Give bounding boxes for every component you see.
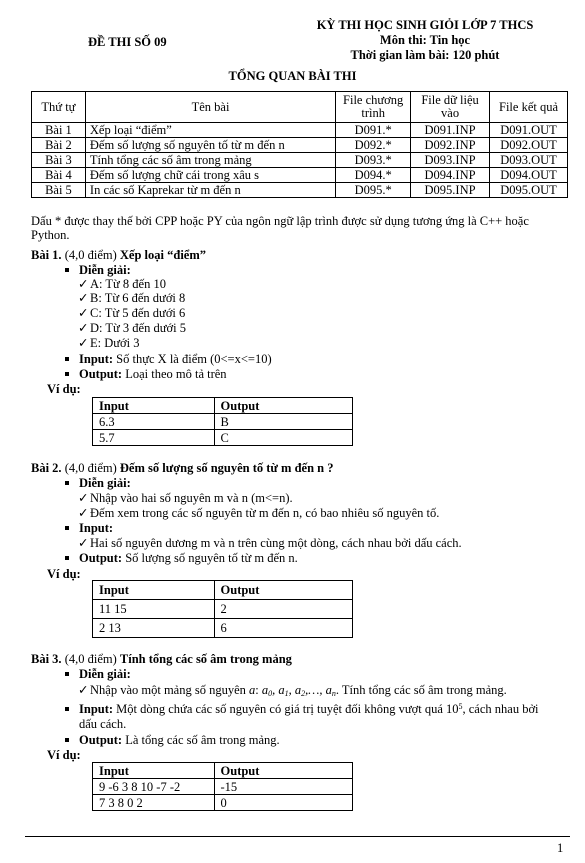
bullet-icon: [65, 707, 69, 711]
table-row: 7 3 8 0 2 0: [93, 795, 353, 811]
subject: Môn thi: Tin học: [379, 33, 471, 47]
check-icon: ✓: [78, 291, 89, 305]
problem-3-title: Tính tổng các số âm trong mảng: [119, 652, 292, 666]
list-item: ✓ B: Từ 6 đến dưới 8: [78, 291, 186, 305]
check-icon: ✓: [78, 306, 89, 320]
list-item: ✓ A: Từ 8 đến 10: [78, 277, 166, 291]
table-row: 5.7 C: [93, 430, 353, 446]
table-row: 6.3 B: [93, 414, 353, 430]
note-line-1: Dấu * được thay thế bởi CPP hoặc PY của ngôn ngữ lập trình được sử dụng tương ứng là C++ hoặc: [31, 214, 529, 228]
bullet-icon: [65, 738, 69, 742]
overview-title: TỔNG QUAN BÀI THI: [228, 69, 357, 83]
example-table-3: Input Output 9 -6 3 8 10 -7 -2 -15 7 3 8 0 2 0: [92, 762, 353, 811]
bullet-icon: [65, 357, 69, 361]
col-input-file: File dữ liệu vào: [411, 92, 490, 123]
bullet-icon: [65, 526, 69, 530]
check-icon: ✓: [78, 277, 89, 291]
list-item: ✓ E: Dưới 3: [78, 336, 140, 350]
duration: Thời gian làm bài: 120 phút: [350, 48, 500, 62]
contest-title: KỲ THI HỌC SINH GIỎI LỚP 7 THCS: [316, 18, 534, 32]
bullet-icon: [65, 481, 69, 485]
footer-rule: [25, 836, 570, 837]
problem-3-heading: Bài 3. (4,0 điểm) Tính tổng các số âm trong mảng: [31, 652, 292, 666]
table-row: Bài 4 Đếm số lượng chữ cái trong xâu s D094.* D094.INP D094.OUT: [32, 168, 568, 183]
bullet-icon: [65, 672, 69, 676]
bullet-icon: [65, 372, 69, 376]
table-row: Bài 2 Đếm số lượng số nguyên tố từ m đến n D092.* D092.INP D092.OUT: [32, 138, 568, 153]
list-item: ✓ Hai số nguyên dương m và n trên cùng một dòng, cách nhau bởi dấu cách.: [78, 536, 462, 550]
problem-1-heading: Bài 1. (4,0 điểm) Xếp loại “điểm”: [31, 248, 206, 262]
example-label: Ví dụ:: [47, 382, 81, 396]
array-notation: $a_0$, $a_1$, $a_2,\dots$, $a_n$: [261, 683, 336, 698]
col-program-file: File chương trình: [336, 92, 411, 123]
col-name: Tên bài: [85, 92, 335, 123]
list-item: ✓ Nhập vào hai số nguyên m và n (m<=n).: [78, 491, 293, 505]
list-item: ✓ C: Từ 5 đến dưới 6: [78, 306, 186, 320]
table-row: 11 15 2: [93, 600, 353, 619]
check-icon: ✓: [78, 506, 89, 520]
check-icon: ✓: [78, 491, 89, 505]
col-order: Thứ tự: [32, 92, 86, 123]
table-row: Bài 5 In các số Kaprekar từ m đến n D095.* D095.INP D095.OUT: [32, 183, 568, 198]
problem-2-title: Đếm số lượng số nguyên tố từ m đến n ?: [119, 461, 334, 475]
example-label: Ví dụ:: [47, 748, 81, 762]
table-row: Bài 1 Xếp loại “điểm” D091.* D091.INP D091.OUT: [32, 123, 568, 138]
bullet-icon: [65, 268, 69, 272]
overview-table: [31, 91, 568, 198]
problem-2-heading: Bài 2. (4,0 điểm) Đếm số lượng số nguyên tố từ m đến n ?: [31, 461, 334, 475]
list-item: ✓ D: Từ 3 đến dưới 5: [78, 321, 186, 335]
check-icon: ✓: [78, 536, 89, 550]
check-icon: ✓: [78, 336, 89, 350]
table-row: Bài 3 Tính tổng các số âm trong mảng D093.* D093.INP D093.OUT: [32, 153, 568, 168]
problem-1-title: Xếp loại “điểm”: [119, 248, 206, 262]
check-icon: ✓: [78, 321, 89, 335]
col-output-file: File kết quả: [490, 92, 568, 123]
example-table-1: Input Output 6.3 B 5.7 C: [92, 397, 353, 446]
note-line-2: Python.: [31, 228, 70, 242]
bullet-icon: [65, 556, 69, 560]
table-row: 9 -6 3 8 10 -7 -2 -15: [93, 779, 353, 795]
list-item: ✓ Nhập vào một mảng số nguyên a: $a_0$, $a_1$, $a_2,\dots$, $a_n$. Tính tổng các số âm trong mảng.: [78, 683, 507, 698]
list-item: ✓ Đếm xem trong các số nguyên từ m đến n, có bao nhiêu số nguyên tố.: [78, 506, 440, 520]
example-table-2: Input Output 11 15 2 2 13 6: [92, 580, 353, 638]
page-number: 1: [557, 841, 564, 855]
table-row: 2 13 6: [93, 619, 353, 638]
example-label: Ví dụ:: [47, 567, 81, 581]
exam-number: ĐỀ THI SỐ 09: [88, 35, 167, 49]
check-icon: ✓: [78, 683, 89, 697]
